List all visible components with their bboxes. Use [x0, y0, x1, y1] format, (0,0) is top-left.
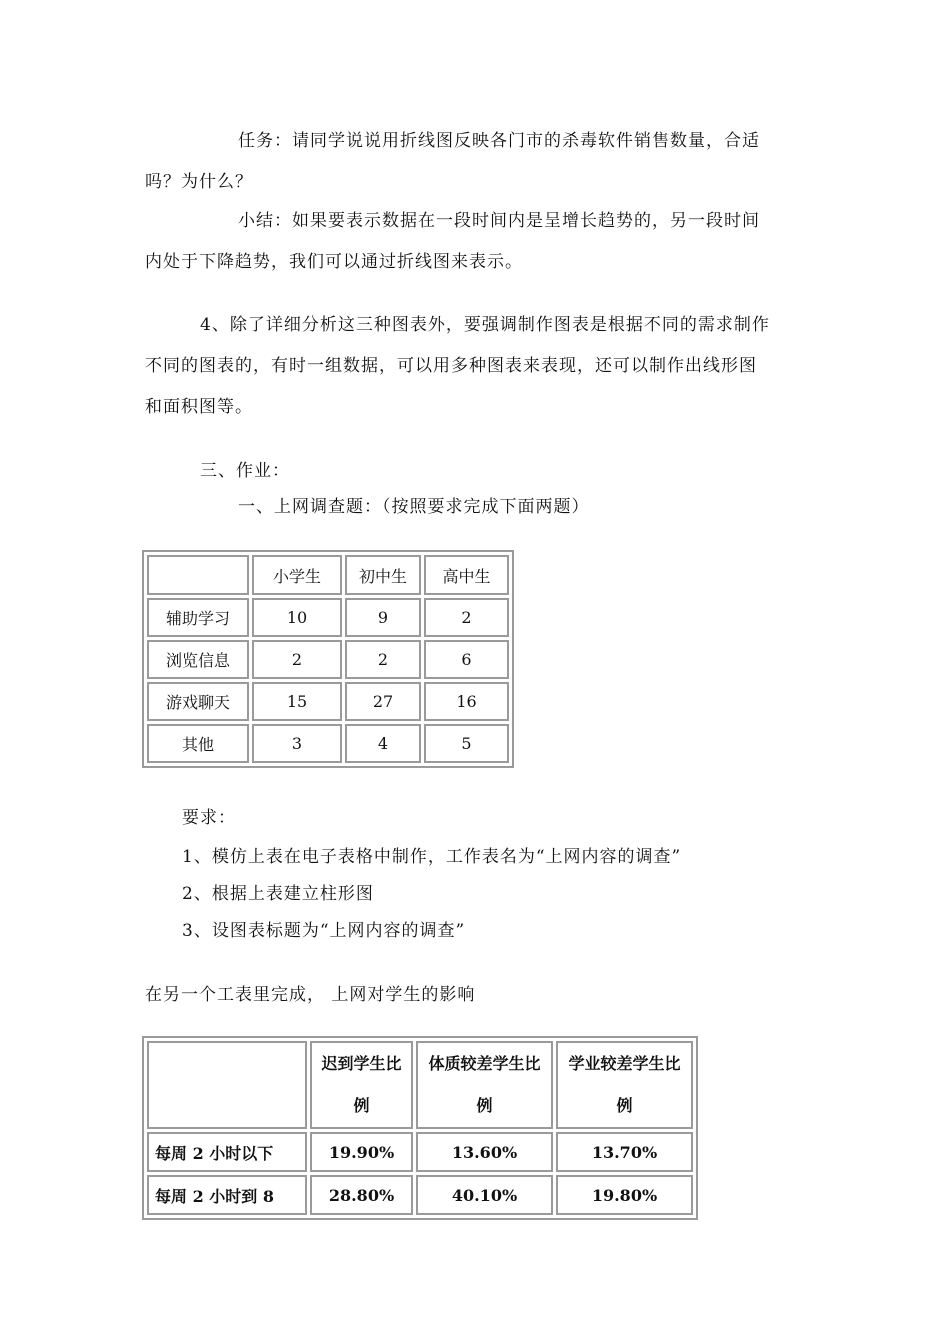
table-row — [147, 640, 509, 679]
point4-line-2: 不同的图表的，有时一组数据，可以用多种图表来表现，还可以制作出线形图 — [145, 356, 757, 376]
row-label: 其他 — [147, 724, 249, 763]
header-line: 例 — [353, 1096, 370, 1115]
cell: 13.60% — [416, 1132, 553, 1172]
cell: 40.10% — [416, 1175, 553, 1215]
table-header-row — [147, 1041, 693, 1129]
internet-usage-table — [142, 550, 514, 768]
impact-table — [142, 1036, 698, 1220]
header-cell: 小学生 — [252, 555, 342, 595]
cell: 16 — [424, 682, 509, 721]
cell: 3 — [252, 724, 342, 763]
section-homework: 三、作业： — [200, 461, 290, 481]
row-label: 每周 2 小时到 8 — [147, 1175, 307, 1215]
cell: 9 — [345, 598, 421, 637]
task-line-1: 任务：请同学说说用折线图反映各门市的杀毒软件销售数量，合适 — [238, 131, 760, 151]
row-label: 浏览信息 — [147, 640, 249, 679]
cell: 2 — [424, 598, 509, 637]
cell: 4 — [345, 724, 421, 763]
requirement-item: 3、设图表标题为“上网内容的调查” — [182, 921, 466, 941]
row-label: 游戏聊天 — [147, 682, 249, 721]
cell: 6 — [424, 640, 509, 679]
header-cell-empty — [147, 1041, 307, 1129]
header-cell — [147, 555, 249, 595]
second-task-title: 在另一个工表里完成， 上网对学生的影响 — [145, 985, 476, 1005]
requirement-item: 1、模仿上表在电子表格中制作，工作表名为“上网内容的调查” — [182, 847, 682, 867]
header-cell: 高中生 — [424, 555, 509, 595]
header-line: 迟到学生比 — [321, 1054, 402, 1073]
cell: 27 — [345, 682, 421, 721]
table-header-row — [147, 555, 509, 595]
header-cell — [310, 1041, 413, 1129]
header-cell — [556, 1041, 693, 1129]
row-label: 每周 2 小时以下 — [147, 1132, 307, 1172]
requirements-title: 要求： — [182, 808, 236, 828]
row-label: 辅助学习 — [147, 598, 249, 637]
cell: 28.80% — [310, 1175, 413, 1215]
table-row — [147, 1175, 693, 1215]
table-row — [147, 682, 509, 721]
table-row — [147, 1132, 693, 1172]
task-line-2: 吗？为什么？ — [145, 172, 253, 192]
summary-line-2: 内处于下降趋势，我们可以通过折线图来表示。 — [145, 252, 523, 272]
header-line: 体质较差学生比 — [428, 1054, 541, 1073]
summary-line-1: 小结：如果要表示数据在一段时间内是呈增长趋势的，另一段时间 — [238, 211, 760, 231]
table-row — [147, 598, 509, 637]
header-cell — [416, 1041, 553, 1129]
cell: 2 — [252, 640, 342, 679]
header-line: 例 — [476, 1096, 493, 1115]
cell: 15 — [252, 682, 342, 721]
header-line: 例 — [616, 1096, 633, 1115]
cell: 2 — [345, 640, 421, 679]
cell: 13.70% — [556, 1132, 693, 1172]
cell: 19.80% — [556, 1175, 693, 1215]
survey-title: 一、上网调查题：（按照要求完成下面两题） — [238, 497, 590, 517]
table-row — [147, 724, 509, 763]
requirement-item: 2、根据上表建立柱形图 — [182, 884, 374, 904]
point4-line-1: 4、除了详细分析这三种图表外，要强调制作图表是根据不同的需求制作 — [200, 315, 770, 335]
point4-line-3: 和面积图等。 — [145, 397, 253, 417]
cell: 19.90% — [310, 1132, 413, 1172]
cell: 5 — [424, 724, 509, 763]
header-cell: 初中生 — [345, 555, 421, 595]
cell: 10 — [252, 598, 342, 637]
header-line: 学业较差学生比 — [568, 1054, 681, 1073]
